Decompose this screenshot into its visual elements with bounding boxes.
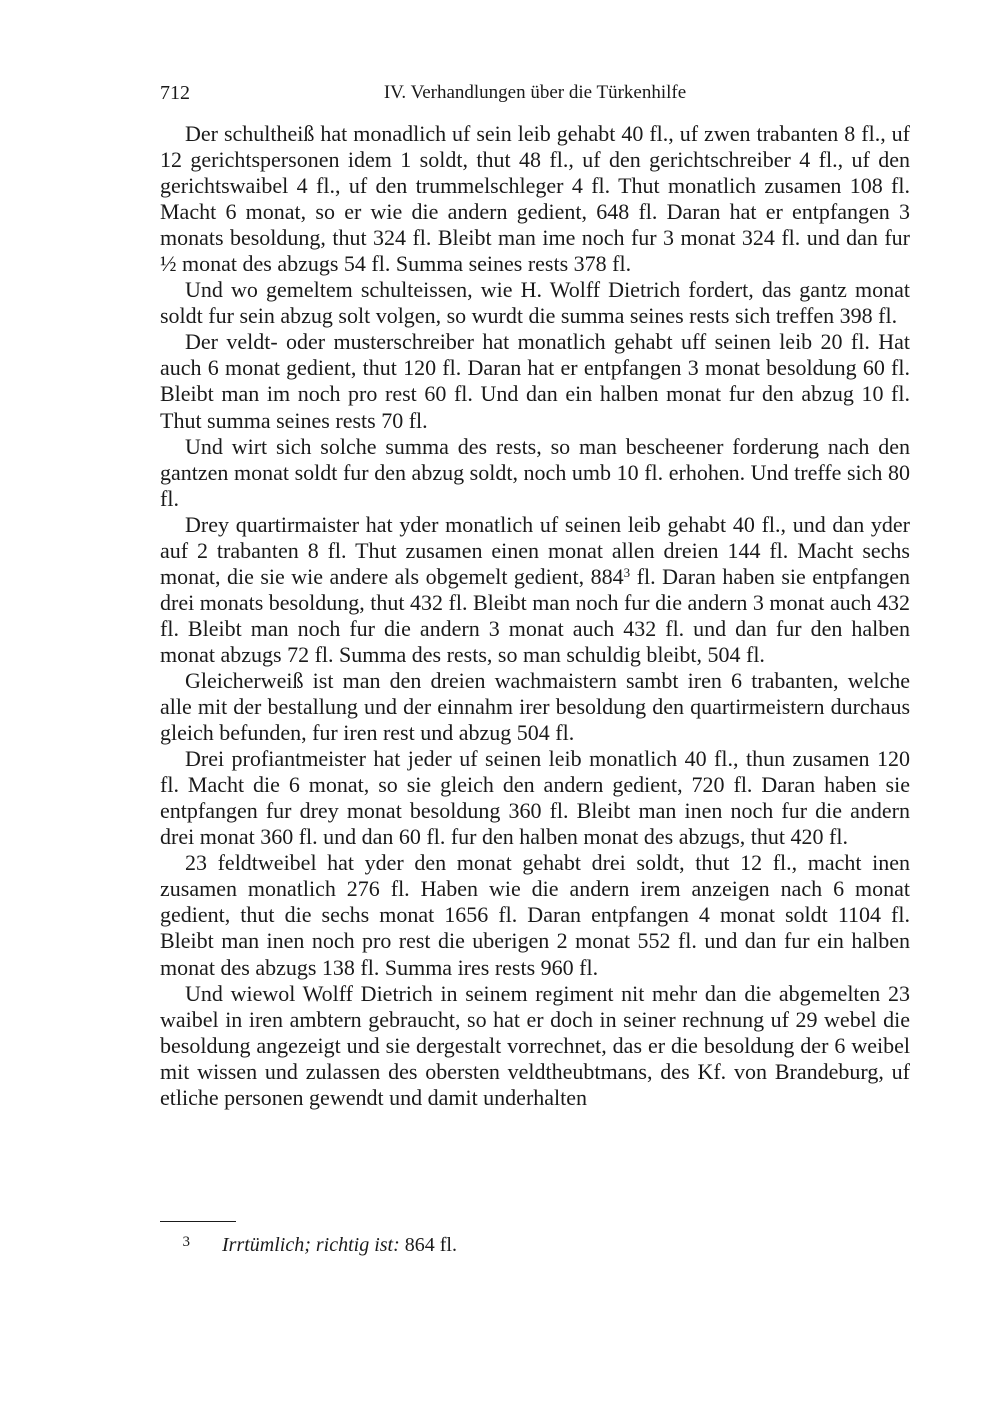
main-text [160, 121, 910, 1111]
page-number: 712 [160, 82, 190, 104]
paragraph-quartirmaister [160, 512, 910, 668]
paragraph-schultheiss: Der schultheiß hat monadlich uf sein leib gehabt 40 fl., uf zwen trabanten 8 fl., uf 12 gerichtspersonen idem 1 soldt, thut 48 fl., uf den gerichtschreiber 4 fl., uf den gerichtswaibel 4 fl., uf den trummelschleger 4 fl. Thut monatlich zusamen 108 fl. Macht 6 monat, so er wie die andern gedient, 648 fl. Daran hat er entpfangen 3 monats besoldung, thut 324 fl. Bleibt man ime noch fur 3 monat 324 fl. und dan fur ½ monat des abzugs 54 fl. Summa seines rests 378 fl. [160, 121, 910, 277]
paragraph-feldtweibel: 23 feldtweibel hat yder den monat gehabt drei soldt, thut 12 fl., macht inen zusamen monatlich 276 fl. Haben wie die andern irem anzeigen nach 6 monat gedient, thut die sechs monat 1656 fl. Daran entpfangen 4 monat soldt 1104 fl. Bleibt man inen noch pro rest die uberigen 2 monat 552 fl. und dan fur ein halben monat des abzugs 138 fl. Summa ires rests 960 fl. [160, 850, 910, 980]
paragraph-musterschreiber: Der veldt- oder musterschreiber hat monatlich gehabt uff seinen leib 20 fl. Hat auch 6 monat gedient, thut 120 fl. Daran hat er entpfangen 3 monat besoldung 60 fl. Bleibt man im noch pro rest 60 fl. Und dan ein halben monat fur den abzug 10 fl. Thut summa seines rests 70 fl. [160, 329, 910, 433]
footnote-number: 3 [182, 1234, 190, 1250]
footnote-text: 864 fl. [399, 1234, 457, 1256]
footnote-separator [160, 1221, 236, 1222]
paragraph-profiantmeister: Drei profiantmeister hat jeder uf seinen leib monatlich 40 fl., thun zusamen 120 fl. Macht die 6 monat, so sie gleich den andern gedient, 720 fl. Daran haben sie entpfangen fur drey monat besoldung 360 fl. Bleibt man inen noch fur die andern drei monat 360 fl. und dan 60 fl. fur den halben monat des abzugs, thut 420 fl. [160, 746, 910, 850]
paragraph-waibel-rechnung: Und wiewol Wolff Dietrich in seinem regiment nit mehr dan die abgemelten 23 waibel in iren ambtern gebraucht, so hat er doch in seiner rechnung uf 29 webel die besoldung angezeigt und sie dergestalt vorrechnet, das er die besoldung der 6 weibel mit wissen und zulassen des obersten veldtheubtmans, des Kf. von Brandeburg, uf etliche personen gewendt und damit underhalten [160, 980, 910, 1110]
paragraph-quartirmaister-part-2: fl. Daran haben sie entpfangen drei monats besoldung, thut 432 fl. Bleibt man noch fur die andern 3 monat auch 432 fl. Bleibt man noch fur die andern 3 monat auch 432 fl. und dan fur den halben monat abzugs 72 fl. Summa des rests, so man schuldig bleibt, 504 fl. [160, 563, 910, 667]
paragraph-schultheiss-abzug: Und wo gemeltem schulteissen, wie H. Wolff Dietrich fordert, das gantz monat soldt fur sein abzug solt volgen, so wurdt die summa seines rests sich treffen 398 fl. [160, 277, 910, 329]
running-head [160, 78, 910, 108]
paragraph-wachmaister: Gleicherweiß ist man den dreien wachmaistern sambt iren 6 trabanten, welche alle mit der bestallung und der einnahm irer besoldung den quartirmeistern durchaus gleich befunden, fur iren rest und abzug 504 fl. [160, 667, 910, 746]
running-title: IV. Verhandlungen über die Türkenhilfe [383, 82, 687, 103]
footnote-reference-3: 3 [623, 564, 631, 580]
footnote [160, 1229, 910, 1258]
paragraph-musterschreiber-abzug: Und wirt sich solche summa des rests, so man bescheener forderung nach den gantzen monat soldt fur den abzug soldt, noch umb 10 fl. erhohen. Und treffe sich 80 fl. [160, 433, 910, 511]
footnote-italic-text: Irrtümlich; richtig ist: [222, 1234, 400, 1256]
paragraph-quartirmaister-part-1: Drey quartirmaister hat yder monatlich uf seinen leib gehabt 40 fl., und dan yder auf 2 trabanten 8 fl. Thut zusamen einen monat allen dreien 144 fl. Macht sechs monat, die sie wie andere als obgemelt gedient, 884 [160, 511, 910, 589]
